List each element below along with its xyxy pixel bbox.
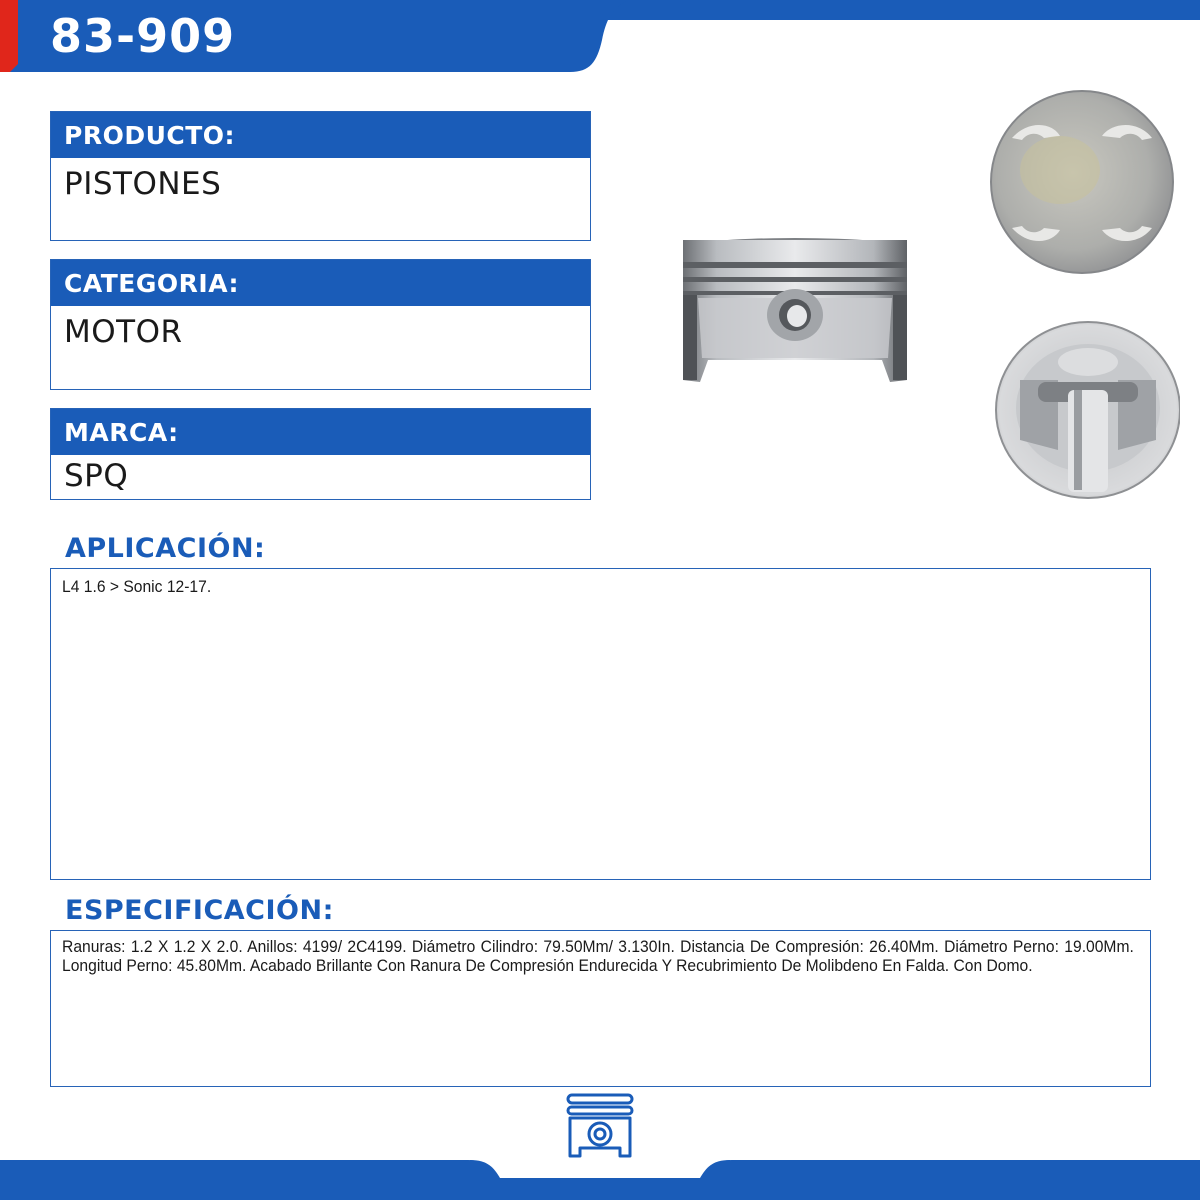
marca-box [50, 408, 591, 500]
aplicacion-title: APLICACIÓN: [65, 533, 266, 564]
especificacion-box [50, 930, 1151, 1087]
producto-label: PRODUCTO: [51, 112, 590, 158]
especificacion-title: ESPECIFICACIÓN: [65, 895, 334, 926]
engine-piston-icon [566, 1092, 634, 1164]
marca-value: SPQ [64, 458, 129, 494]
piston-bottom-view [996, 322, 1180, 498]
especificacion-text: Ranuras: 1.2 X 1.2 X 2.0. Anillos: 4199/ 2C4199. Diámetro Cilindro: 79.50Mm/ 3.130In. Distancia De Compresión: 26.40Mm. Diámetro Perno: 19.00Mm. Longitud Perno: 45.80Mm. Acabado Brillante Con Ranura De Compresión Endurecida Y Recubrimiento De Molibdeno En Falda. Con Domo. [62, 937, 1134, 975]
marca-label: MARCA: [51, 409, 590, 455]
product-images [660, 90, 1180, 510]
footer-category-label: MOTOR [569, 1162, 631, 1178]
producto-value: PISTONES [64, 166, 222, 202]
part-number: 83-909 [50, 9, 236, 63]
categoria-label: CATEGORIA: [51, 260, 590, 306]
categoria-box [50, 259, 591, 390]
categoria-value: MOTOR [64, 314, 183, 350]
piston-top-view [991, 91, 1173, 273]
aplicacion-box [50, 568, 1151, 880]
producto-box [50, 111, 591, 241]
piston-side-view [683, 238, 907, 382]
aplicacion-text: L4 1.6 > Sonic 12-17. [62, 577, 212, 596]
